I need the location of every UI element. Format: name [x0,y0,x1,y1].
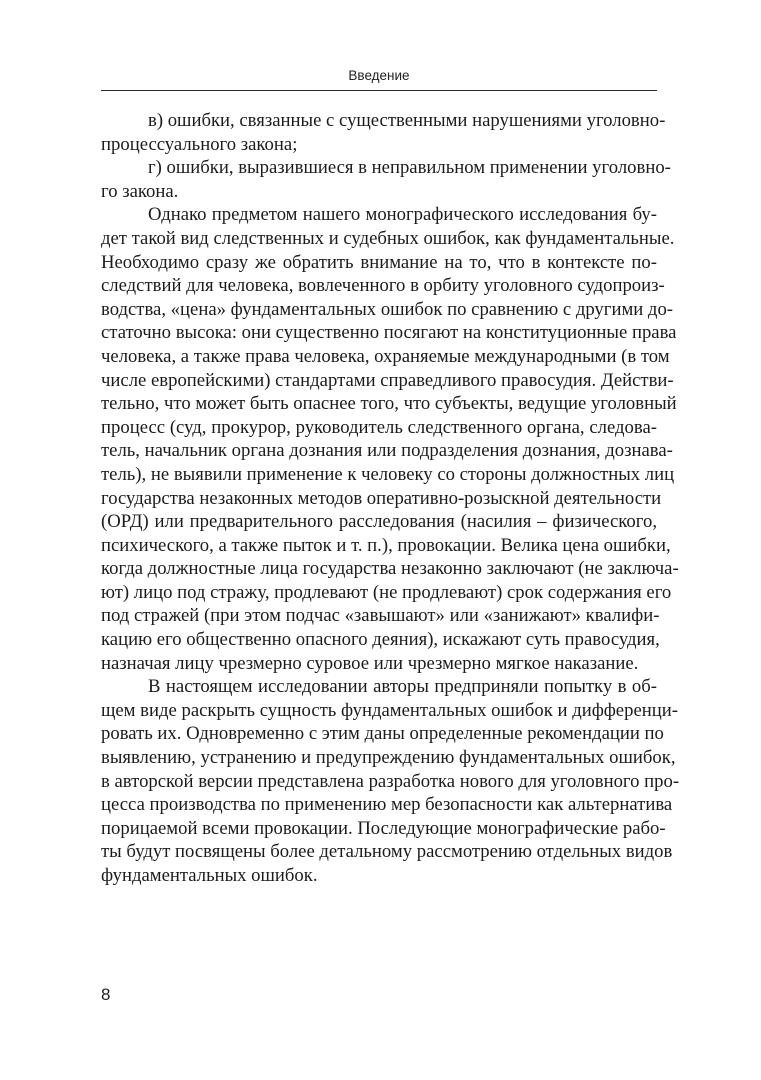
text-line: щем виде раскрыть сущность фундаментальных ошибок и дифференци- [101,699,678,721]
text-line: выявлению, устранению и предупреждению фундаментальных ошибок, [101,747,676,769]
text-line: статочно высока: они существенно посягают на конституционные права [101,322,677,344]
text-line: дет такой вид следственных и судебных ошибок, как фундаментальные. [101,227,675,249]
text-line: тельно, что может быть опаснее того, что субъекты, ведущие уголовный [101,393,677,415]
text-line: цесса производства по применению мер безопасности как альтернатива [101,794,673,816]
text-line: ют) лицо под стражу, продлевают (не продлевают) срок содержания его [101,581,672,603]
text-line: го закона. [101,180,179,202]
text-line: числе европейскими) стандартами справедливого правосудия. Действи- [101,369,674,391]
text-line: следствий для человека, вовлеченного в орбиту уголовного судопроиз- [101,275,665,297]
text-line: Необходимо сразу же обратить внимание на то, что в контексте по- [101,251,657,273]
text-line: ровать их. Одновременно с этим даны определенные рекомендации по [101,723,664,745]
page-number: 8 [101,985,111,1004]
text-line: В настоящем исследовании авторы предприняли попытку в об- [148,676,657,698]
text-line: тель), не выявили применение к человеку со стороны должностных лиц [101,463,675,485]
text-line: в) ошибки, связанные с существенными нарушениями уголовно- [148,110,666,131]
body-text [101,109,680,888]
text-line: процессуального закона; [101,133,298,155]
text-line: Однако предметом нашего монографического исследования бу- [148,204,657,226]
text-line: (ОРД) или предварительного расследования (насилия – физического, [101,511,657,533]
text-line: порицаемой всеми провокации. Последующие монографические рабо- [101,817,666,839]
text-line: г) ошибки, выразившиеся в неправильном применении уголовно- [148,157,671,179]
text-line: процесс (суд, прокурор, руководитель следственного органа, следова- [101,416,657,438]
text-line: водства, «цена» фундаментальных ошибок по сравнению с другими до- [101,298,674,320]
text-line: человека, а также права человека, охраняемые международными (в том [101,345,670,367]
text-line: кацию его общественно опасного деяния), искажают суть правосудия, [101,629,660,651]
text-line: когда должностные лица государства незаконно заключают (не заключа- [101,558,679,580]
text-line: тель, начальник органа дознания или подразделения дознания, дознава- [101,440,673,462]
text-line: государства незаконных методов оперативно-розыскной деятельности [101,487,662,509]
text-line: в авторской версии представлена разработка нового для уголовного про- [101,770,680,792]
text-line: под стражей (при этом подчас «завышают» или «занижают» квалифи- [101,605,660,627]
text-line: назначая лицу чрезмерно суровое или чрезмерно мягкое наказание. [101,652,639,674]
running-header-title: Введение [101,66,657,91]
text-line: фундаментальных ошибок. [101,865,318,886]
text-line: психического, а также пыток и т. п.), провокации. Велика цена ошибки, [101,534,671,556]
text-line: ты будут посвящены более детальному рассмотрению отдельных видов [101,841,673,863]
